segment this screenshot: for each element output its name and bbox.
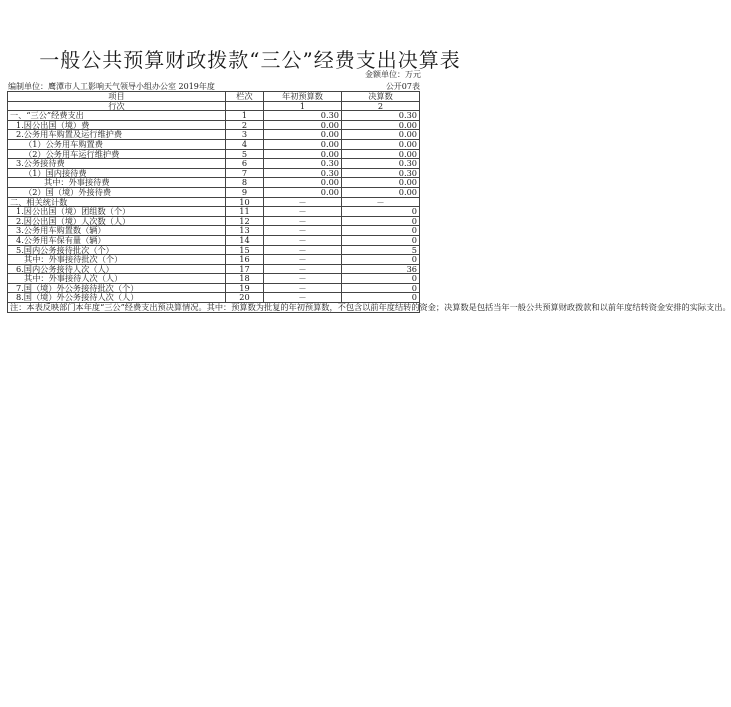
row-budget: － [264, 197, 342, 207]
row-budget: － [264, 293, 342, 303]
row-no: 16 [226, 255, 264, 265]
row-item: 3.公务接待费 [8, 159, 226, 169]
row-budget: 0.00 [264, 187, 342, 197]
expenditure-table [7, 91, 731, 313]
table-row [8, 255, 420, 265]
row-item: 6.国内公务接待人次（人） [8, 264, 226, 274]
table-row [8, 226, 420, 236]
subheader-budget-no: 1 [264, 101, 342, 111]
table-row [8, 274, 420, 284]
table-header-row [8, 92, 420, 102]
row-budget: 0.00 [264, 120, 342, 130]
row-budget: 0.00 [264, 178, 342, 188]
row-item: 2.公务用车购置及运行维护费 [8, 130, 226, 140]
row-budget: 0.00 [264, 149, 342, 159]
table-note-row [8, 303, 420, 313]
row-no: 17 [226, 264, 264, 274]
header-col-no: 栏次 [226, 92, 264, 102]
table-note: 注：本表反映部门本年度“三公”经费支出预决算情况。其中：预算数为批复的年初预算数，不包含以前年度结转的资金；决算数是包括当年一般公共预算财政拨款和以前年度结转资金安排的实际支出。 [8, 303, 420, 313]
row-final: 0 [342, 255, 420, 265]
row-final: 0.00 [342, 130, 420, 140]
row-budget: － [264, 283, 342, 293]
row-final: 0.00 [342, 120, 420, 130]
row-final: 0 [342, 207, 420, 217]
row-no: 4 [226, 139, 264, 149]
row-budget: 0.30 [264, 111, 342, 121]
row-no: 7 [226, 168, 264, 178]
row-item: 其中：外事接待费 [8, 178, 226, 188]
row-final: － [342, 197, 420, 207]
row-no: 2 [226, 120, 264, 130]
row-final: 0 [342, 216, 420, 226]
row-final: 0.30 [342, 111, 420, 121]
row-final: 5 [342, 245, 420, 255]
row-item: 4.公务用车保有量（辆） [8, 235, 226, 245]
row-budget: － [264, 264, 342, 274]
table-row [8, 207, 420, 217]
row-item: 二、相关统计数 [8, 197, 226, 207]
row-no: 5 [226, 149, 264, 159]
row-final: 0 [342, 293, 420, 303]
subheader-row-label: 行次 [8, 101, 226, 111]
row-no: 10 [226, 197, 264, 207]
row-final: 0.00 [342, 178, 420, 188]
row-no: 11 [226, 207, 264, 217]
row-final: 36 [342, 264, 420, 274]
row-budget: － [264, 226, 342, 236]
row-item: 3.公务用车购置数（辆） [8, 226, 226, 236]
row-budget: － [264, 235, 342, 245]
row-item: 8.国（境）外公务接待人次（人） [8, 293, 226, 303]
header-budget: 年初预算数 [264, 92, 342, 102]
row-item: （1）公务用车购置费 [8, 139, 226, 149]
row-budget: － [264, 274, 342, 284]
header-item: 项目 [8, 92, 226, 102]
row-budget: 0.00 [264, 130, 342, 140]
amount-unit-label: 金额单位：万元 [365, 70, 421, 79]
row-no: 13 [226, 226, 264, 236]
row-final: 0.30 [342, 168, 420, 178]
row-budget: － [264, 255, 342, 265]
row-budget: － [264, 207, 342, 217]
row-no: 18 [226, 274, 264, 284]
row-item: 1.因公出国（境）费 [8, 120, 226, 130]
page-title: 一般公共预算财政拨款“三公”经费支出决算表 [39, 48, 461, 72]
row-final: 0.00 [342, 149, 420, 159]
row-no: 20 [226, 293, 264, 303]
row-item: 其中：外事接待批次（个） [8, 255, 226, 265]
table-row [8, 149, 420, 159]
form-number-label: 公开07表 [385, 82, 420, 91]
table-row [8, 139, 420, 149]
row-final: 0 [342, 226, 420, 236]
header-final: 决算数 [342, 92, 420, 102]
row-budget: 0.00 [264, 139, 342, 149]
row-budget: － [264, 216, 342, 226]
row-no: 15 [226, 245, 264, 255]
row-item: （1）国内接待费 [8, 168, 226, 178]
row-item: 一、“三公”经费支出 [8, 111, 226, 121]
row-item: 2.因公出国（境）人次数（人） [8, 216, 226, 226]
table-row [8, 159, 420, 169]
table-row [8, 235, 420, 245]
subheader-final-no: 2 [342, 101, 420, 111]
row-item: （2）国（境）外接待费 [8, 187, 226, 197]
row-final: 0 [342, 283, 420, 293]
row-final: 0.30 [342, 159, 420, 169]
row-item: （2）公务用车运行维护费 [8, 149, 226, 159]
row-budget: 0.30 [264, 168, 342, 178]
organization-label: 编制单位：鹰潭市人工影响天气领导小组办公室 2019年度 [8, 82, 215, 91]
row-no: 6 [226, 159, 264, 169]
row-no: 19 [226, 283, 264, 293]
row-item: 5.国内公务接待批次（个） [8, 245, 226, 255]
row-budget: 0.30 [264, 159, 342, 169]
table-row [8, 187, 420, 197]
table-row [8, 111, 420, 121]
row-no: 8 [226, 178, 264, 188]
row-final: 0.00 [342, 139, 420, 149]
row-no: 9 [226, 187, 264, 197]
row-final: 0 [342, 274, 420, 284]
row-final: 0 [342, 235, 420, 245]
row-no: 14 [226, 235, 264, 245]
table-row [8, 178, 420, 188]
row-item: 7.国（境）外公务接待批次（个） [8, 283, 226, 293]
row-budget: － [264, 245, 342, 255]
row-item: 其中：外事接待人次（人） [8, 274, 226, 284]
row-no: 12 [226, 216, 264, 226]
row-item: 1.因公出国（境）团组数（个） [8, 207, 226, 217]
row-no: 3 [226, 130, 264, 140]
row-final: 0.00 [342, 187, 420, 197]
row-no: 1 [226, 111, 264, 121]
